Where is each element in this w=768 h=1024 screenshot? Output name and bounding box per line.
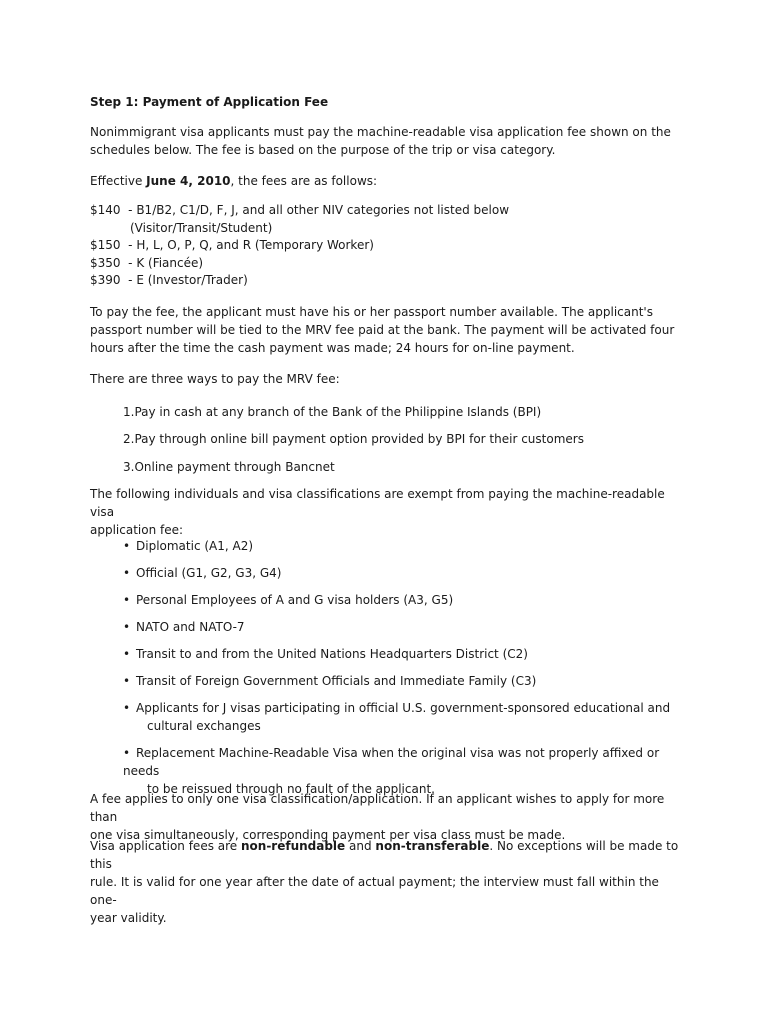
exempt-item-text: Replacement Machine-Readable Visa when the original visa was not properly affixed or needs xyxy=(123,746,660,778)
payment-line-2: passport number will be tied to the MRV fee paid at the bank. The payment will be activated four xyxy=(90,323,675,337)
payment-way-item: 2.Pay through online bill payment option provided by BPI for their customers xyxy=(123,432,584,446)
fee-row: $150 - H, L, O, P, Q, and R (Temporary Worker) xyxy=(90,238,374,252)
single-visa-line-1: A fee applies to only one visa classification/application. If an applicant wishes to apply for more than xyxy=(90,792,665,824)
exempt-item-continuation: cultural exchanges xyxy=(147,719,261,733)
effective-prefix: Effective xyxy=(90,174,147,188)
refund-suffix: . No exceptions will be made to this xyxy=(90,839,679,871)
fee-description: K (Fiancée) xyxy=(136,255,204,270)
exempt-item-text: Applicants for J visas participating in official U.S. government-sponsored educational and xyxy=(136,701,671,715)
payment-ways-intro: There are three ways to pay the MRV fee: xyxy=(90,372,340,386)
payment-way-item: 1.Pay in cash at any branch of the Bank of the Philippine Islands (BPI) xyxy=(123,405,542,419)
payment-paragraph xyxy=(90,303,680,357)
fee-amount: $390 xyxy=(90,273,121,287)
refund-prefix: Visa application fees are xyxy=(90,839,241,853)
exempt-list-item xyxy=(123,564,683,582)
exempt-list-item xyxy=(123,672,683,690)
exempt-item-text: NATO and NATO-7 xyxy=(136,620,245,634)
exempt-item-text: Transit to and from the United Nations Headquarters District (C2) xyxy=(136,647,528,661)
exempt-item-text: Transit of Foreign Government Officials and Immediate Family (C3) xyxy=(136,674,537,688)
fee-amount: $350 xyxy=(90,255,121,270)
exempt-item-continuation: to be reissued through no fault of the applicant. xyxy=(147,782,435,796)
payment-line-3: hours after the time the cash payment was made; 24 hours for on-line payment. xyxy=(90,341,575,355)
single-visa-line-2: one visa simultaneously, corresponding payment per visa class must be made. xyxy=(90,828,566,842)
refund-line-3: year validity. xyxy=(90,911,167,925)
bullet-icon: • xyxy=(123,746,131,760)
effective-date: June 4, 2010 xyxy=(146,174,231,188)
fee-row: $350 - K (Fiancée) xyxy=(90,255,204,270)
fee-description: H, L, O, P, Q, and R (Temporary Worker) xyxy=(136,238,374,252)
intro-line-1: Nonimmigrant visa applicants must pay the machine-readable visa application fee shown on the xyxy=(90,125,671,139)
non-refundable-text: non-refundable xyxy=(240,839,346,853)
exempt-item-text: Official (G1, G2, G3, G4) xyxy=(136,566,282,580)
effective-suffix: , the fees are as follows: xyxy=(230,174,378,188)
fee-description-continuation: (Visitor/Transit/Student) xyxy=(130,220,273,235)
fee-row: $390 - E (Investor/Trader) xyxy=(90,273,248,287)
exempt-item-text: Diplomatic (A1, A2) xyxy=(136,539,254,553)
exempt-item-text: Personal Employees of A and G visa holders (A3, G5) xyxy=(136,593,454,607)
fee-amount: $140 xyxy=(90,203,121,217)
fee-amount: $150 xyxy=(90,238,121,252)
payment-way-item: 3.Online payment through Bancnet xyxy=(123,460,335,474)
bullet-icon: • xyxy=(123,566,131,580)
bullet-icon: • xyxy=(123,647,131,661)
fee-schedule xyxy=(90,202,509,290)
exempt-list-item xyxy=(123,591,683,609)
bullet-icon: • xyxy=(123,620,131,634)
page-title: Step 1: Payment of Application Fee xyxy=(90,95,329,109)
exempt-list-item xyxy=(123,618,683,636)
exempt-list-item xyxy=(123,699,683,735)
bullet-icon: • xyxy=(123,674,131,688)
exempt-list-item xyxy=(123,645,683,663)
exempt-intro-paragraph xyxy=(90,485,680,539)
bullet-icon: • xyxy=(123,593,131,607)
fee-description: E (Investor/Trader) xyxy=(136,273,248,287)
payment-line-1: To pay the fee, the applicant must have his or her passport number available. The applicant's xyxy=(90,305,653,319)
fee-description: B1/B2, C1/D, F, J, and all other NIV categories not listed below xyxy=(136,203,510,217)
effective-date-line xyxy=(90,172,680,190)
refund-line-2: rule. It is valid for one year after the date of actual payment; the interview must fall within the one- xyxy=(90,875,659,907)
exempt-intro-line-1: The following individuals and visa classifications are exempt from paying the machine-readable visa xyxy=(90,487,665,519)
fee-row-continuation xyxy=(90,220,509,238)
bullet-icon: • xyxy=(123,701,131,715)
non-transferable-text: non-transferable xyxy=(375,839,490,853)
bullet-icon: • xyxy=(123,539,131,553)
refund-and: and xyxy=(345,839,376,853)
fee-row: $140 - B1/B2, C1/D, F, J, and all other NIV categories not listed below xyxy=(90,203,510,217)
intro-line-2: schedules below. The fee is based on the purpose of the trip or visa category. xyxy=(90,143,556,157)
exempt-list-item xyxy=(123,537,683,555)
single-visa-paragraph xyxy=(90,790,680,844)
intro-paragraph xyxy=(90,123,680,159)
refund-paragraph xyxy=(90,837,680,927)
exempt-intro-line-2: application fee: xyxy=(90,523,184,537)
